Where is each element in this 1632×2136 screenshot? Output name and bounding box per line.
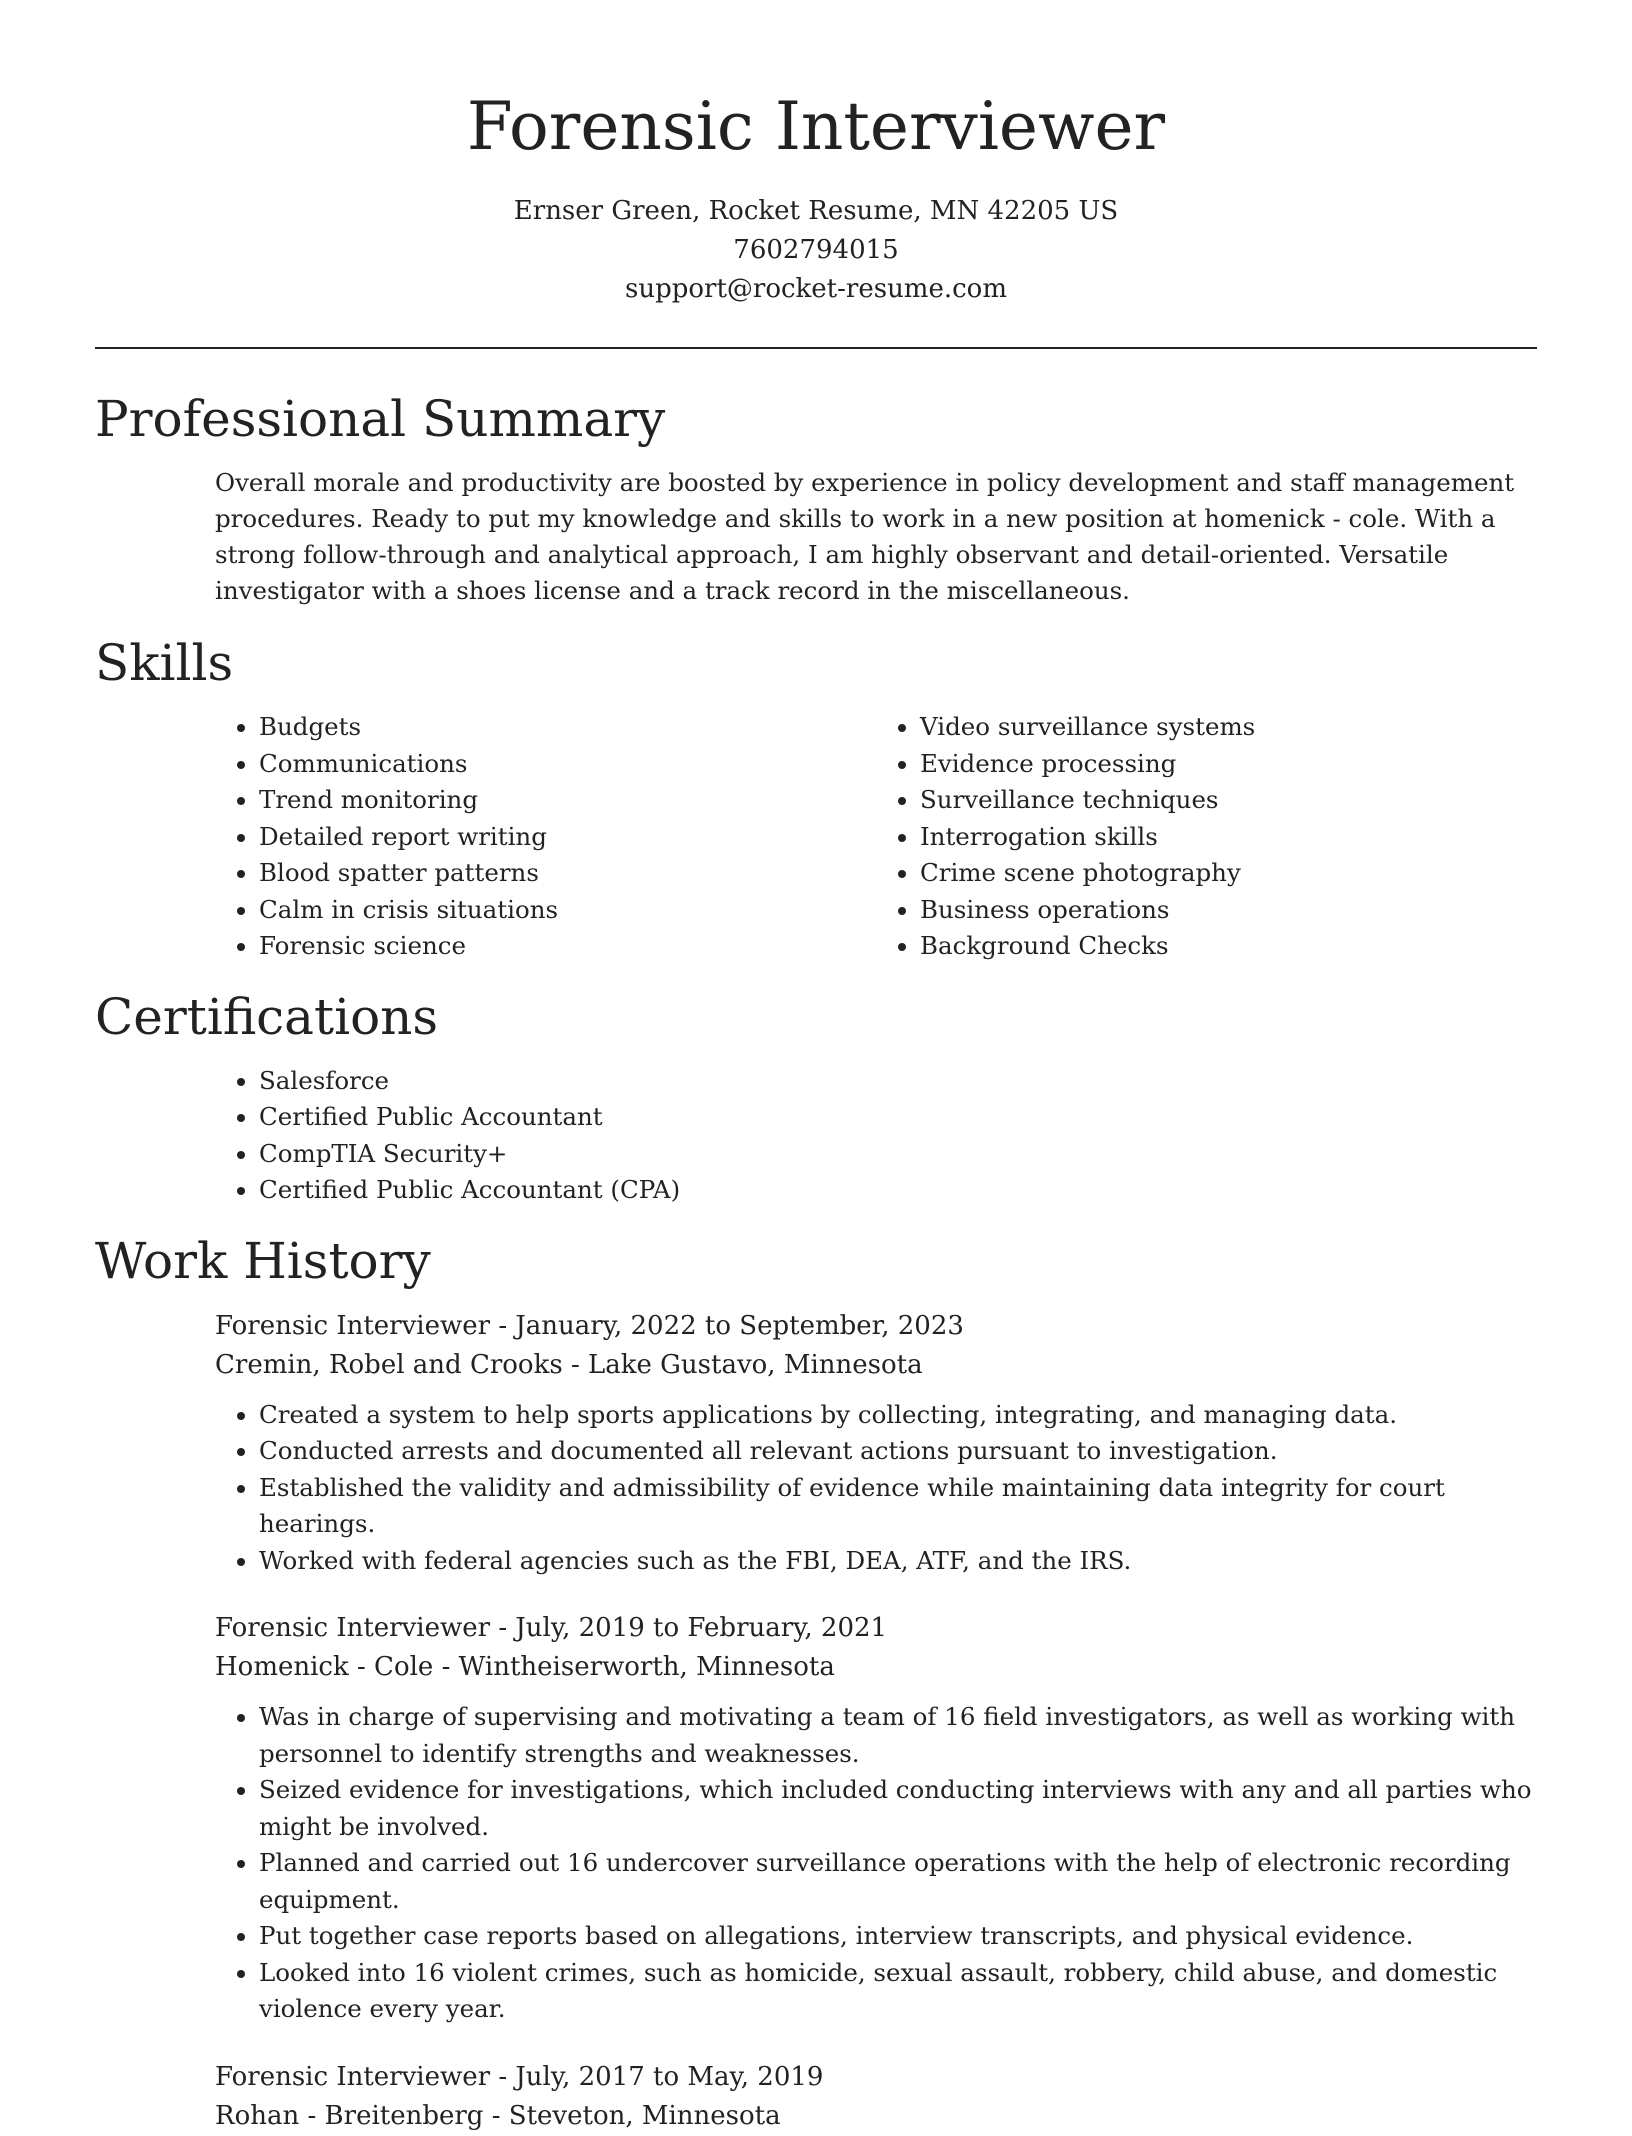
- job-bullet: • Worked with federal agencies such as the FBI, DEA, ATF, and the IRS.: [259, 1543, 1537, 1580]
- job-bullet: • Created a system to help sports applications by collecting, integrating, and managing data.: [259, 1397, 1537, 1434]
- job-company-line: Rohan - Breitenberg - Steveton, Minnesota: [215, 2100, 781, 2131]
- job-title-line: Forensic Interviewer - July, 2019 to February, 2021: [215, 1613, 888, 1643]
- certification-item: • Salesforce: [259, 1063, 1537, 1100]
- job-title-line: Forensic Interviewer - January, 2022 to September, 2023: [215, 1310, 964, 1341]
- job-entry: [215, 1609, 1537, 2028]
- certifications-section: [95, 985, 1537, 1209]
- skills-columns: [215, 709, 1537, 965]
- job-bullets: [215, 1397, 1537, 1580]
- job-title-line: Forensic Interviewer - July, 2017 to May, 2019: [215, 2061, 824, 2092]
- job-bullet: • Put together case reports based on allegations, interview transcripts, and physical evidence.: [259, 1918, 1537, 1955]
- skills-heading: Skills: [95, 634, 234, 692]
- job-entry: [215, 2058, 1537, 2136]
- skill-item: • Evidence processing: [920, 746, 1537, 783]
- contact-info: [95, 192, 1537, 309]
- job-bullet: • Conducted arrests and documented all relevant actions pursuant to investigation.: [259, 1433, 1537, 1470]
- certifications-heading: Certifications: [95, 987, 439, 1046]
- skill-item: • Detailed report writing: [259, 819, 876, 856]
- skill-item: • Trend monitoring: [259, 782, 876, 819]
- skill-item: • Crime scene photography: [920, 855, 1537, 892]
- skill-item: • Video surveillance systems: [920, 709, 1537, 746]
- header-divider: [95, 347, 1537, 349]
- skills-list-right: [876, 709, 1537, 965]
- job-entry: [215, 1307, 1537, 1580]
- skills-list-left: [215, 709, 876, 965]
- skill-item: • Calm in crisis situations: [259, 892, 876, 929]
- job-bullet: • Seized evidence for investigations, which included conducting interviews with any and all parties who might be involved.: [259, 1772, 1537, 1845]
- job-company-line: Homenick - Cole - Wintheiserworth, Minnesota: [215, 1652, 835, 1682]
- certification-item: • Certified Public Accountant (CPA): [259, 1172, 1537, 1209]
- skill-item: • Background Checks: [920, 928, 1537, 965]
- skill-item: • Blood spatter patterns: [259, 855, 876, 892]
- work-history-section: [95, 1229, 1537, 2136]
- job-bullets: [215, 1699, 1537, 2028]
- job-bullet: • Planned and carried out 16 undercover surveillance operations with the help of electronic recording equipment.: [259, 1845, 1537, 1918]
- summary-text: Overall morale and productivity are boosted by experience in policy development and staff management procedures. Ready to put my knowledge and skills to work in a new position at homenick - cole. With a strong follow-through and analytical approach, I am highly observant and detail-oriented. Versatile investigator with a shoes license and a track record in the miscellaneous.: [215, 468, 1515, 605]
- skill-item: • Communications: [259, 746, 876, 783]
- certification-item: • Certified Public Accountant: [259, 1099, 1537, 1136]
- work-history-heading: Work History: [95, 1231, 431, 1290]
- job-bullet: • Looked into 16 violent crimes, such as homicide, sexual assault, robbery, child abuse, and domestic violence every year.: [259, 1955, 1537, 2028]
- summary-heading: Professional Summary: [95, 390, 666, 448]
- job-company-line: Cremin, Robel and Crooks - Lake Gustavo, Minnesota: [215, 1349, 923, 1380]
- skills-section: [95, 631, 1537, 965]
- skill-item: • Business operations: [920, 892, 1537, 929]
- contact-address: Ernser Green, Rocket Resume, MN 42205 US: [513, 196, 1119, 226]
- certification-item: • CompTIA Security+: [259, 1136, 1537, 1173]
- job-bullet: • Established the validity and admissibility of evidence while maintaining data integrity for court hearings.: [259, 1470, 1537, 1543]
- skill-item: • Forensic science: [259, 928, 876, 965]
- contact-email: support@rocket-resume.com: [624, 274, 1007, 304]
- certifications-block: [215, 1063, 1537, 1209]
- summary-section: [95, 387, 1537, 609]
- skill-item: • Surveillance techniques: [920, 782, 1537, 819]
- skill-item: • Budgets: [259, 709, 876, 746]
- job-bullet: • Was in charge of supervising and motivating a team of 16 field investigators, as well as working with personnel to identify strengths and weaknesses.: [259, 1699, 1537, 1772]
- contact-phone: 7602794015: [733, 235, 899, 265]
- certifications-list: [215, 1063, 1537, 1209]
- resume-header: [95, 0, 1537, 309]
- skill-item: • Interrogation skills: [920, 819, 1537, 856]
- candidate-name: Forensic Interviewer: [466, 88, 1166, 165]
